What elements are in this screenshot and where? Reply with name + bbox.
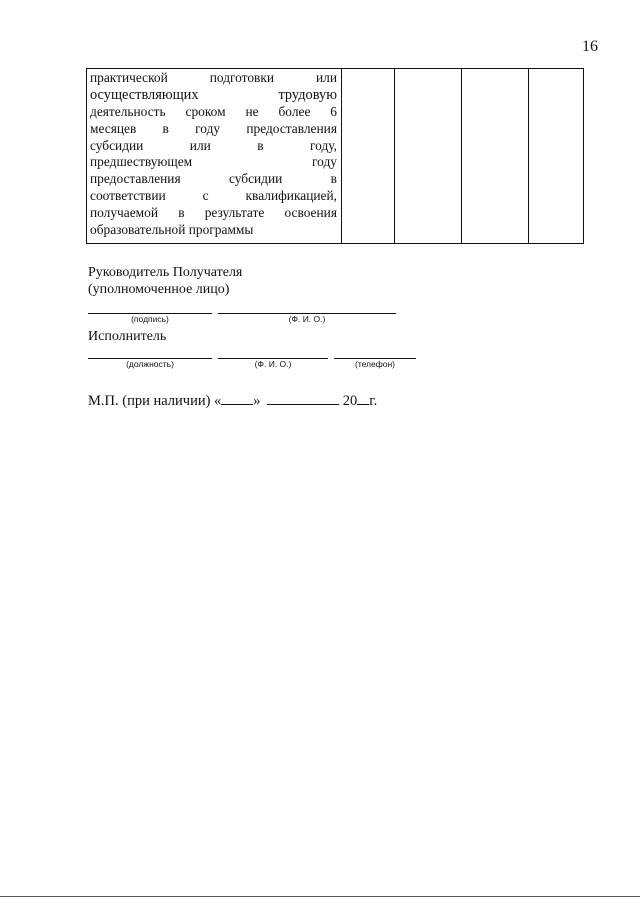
cell-text-line: образовательной программы [90,222,254,238]
footer-rule [0,896,640,897]
cell-text-line: осуществляющих трудовую [90,86,337,103]
stamp-prefix: М.П. (при наличии) « [88,393,222,409]
cell-text-line: предшествующем году [90,154,337,170]
executor-title: Исполнитель [88,329,167,344]
cell-text-line: соответствии с квалификацией, [90,188,337,204]
month-blank [267,391,339,405]
table-row [87,69,584,244]
year-suffix: г. [369,393,378,409]
day-blank [221,391,253,405]
head-fio-field [218,313,396,325]
position-caption: (должность) [126,359,174,369]
value-cell-3 [462,69,529,244]
position-field [88,358,212,370]
value-cell-2 [395,69,462,244]
phone-caption: (телефон) [354,359,395,369]
indicator-name-cell [87,69,342,244]
executor-fio-field [218,358,328,370]
executor-signature-row [88,358,416,378]
cell-text-line: субсидии или в году, [90,137,337,153]
phone-field [334,358,416,370]
value-cell-4 [529,69,584,244]
executor-fio-caption: (Ф. И. О.) [254,359,292,369]
head-signature-title [88,264,242,298]
signature-caption: (подпись) [131,314,169,324]
cell-text-line: месяцев в году предоставления [90,120,337,136]
value-cell-1 [342,69,395,244]
stamp-quote-close: » [253,393,261,409]
year-blank [357,391,369,405]
cell-text-line: предоставления субсидии в [90,171,337,187]
cell-text-line: практической подготовки или [90,70,337,85]
cell-text-line: получаемой в результате освоения [90,205,337,221]
year-prefix: 20 [342,393,358,409]
head-fio-caption: (Ф. И. О.) [288,314,326,324]
continuation-table [86,68,584,244]
signature-field [88,313,212,325]
head-title-line: Руководитель Получателя [88,265,243,280]
executor-title-block [88,328,166,345]
head-title-line: (уполномоченное лицо) [88,282,230,297]
page-number: 16 [582,38,598,55]
cell-text-line: деятельность сроком не более 6 [90,103,337,119]
stamp-line [88,391,377,410]
